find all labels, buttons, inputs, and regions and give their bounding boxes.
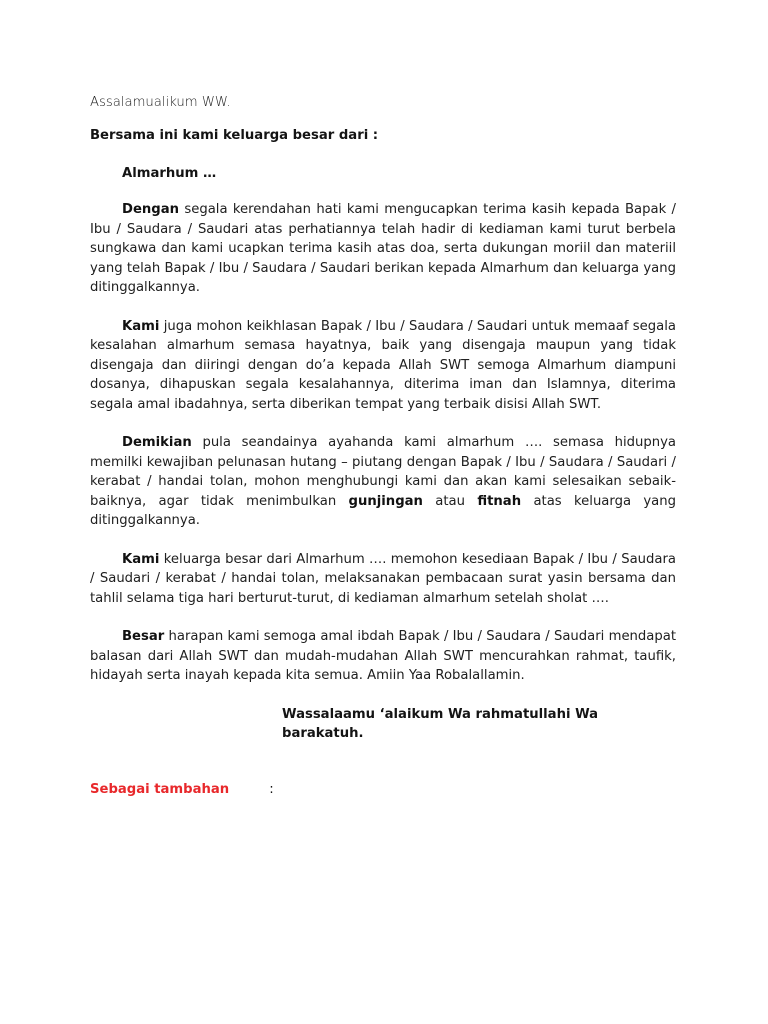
paragraph-lead: Besar [122,629,165,644]
paragraph-text: keluarga besar dari Almarhum …. memohon kesediaan Bapak / Ibu / Saudara / Saudari / kerabat / handai tolan, melaksanakan pembacaan surat yasin bersama dan tahlil selama tiga hari berturut-turut, di kediaman almarhum setelah sholat …. [90,551,676,606]
closing-salutation: Wassalaamu ‘alaikum Wa rahmatullahi Wa barakatuh. [282,706,599,741]
paragraph-text: pula seandainya ayahanda kami almarhum …. semasa hidupnya memilki kewajiban pelunasan hutang – piutang dengan Bapak / Ibu / Saudara / Saudari / kerabat / handai tolan, mohon menghubungi kami dan akan kami selesaikan sebaik-baiknya, agar tidak menimbulkan [90,435,676,509]
paragraph-text: juga mohon keikhlasan Bapak / Ibu / Saudara / Saudari untuk memaaf segala kesalahan almarhum semasa hayatnya, baik yang disengaja maupun yang tidak disengaja dan diiringi dengan do’a kepada Allah SWT semoga Almarhum diampuni dosanya, dihapuskan segala kesalahannya, diterima iman dan Islamnya, diterima segala amal ibadahnya, serta diberikan tempat yang terbaik disisi Allah SWT. [90,318,676,412]
paragraph-lead: Demikian [122,435,192,450]
paragraph-lead: Kami [122,551,160,567]
addendum-line [90,780,676,800]
paragraph-text: segala kerendahan hati kami mengucapkan terima kasih kepada Bapak / Ibu / Saudara / Saudari atas perhatiannya telah hadir di kediaman kami turut berbela sungkawa dan kami ucapkan terima kasih atas doa, serta dukungan moriil dan materiil yang telah Bapak / Ibu / Saudara / Saudari berikan kepada Almarhum dan keluarga yang ditinggalkannya. [90,202,676,295]
heading: Bersama ini kami keluarga besar dari : [90,128,379,143]
deceased-name: Almarhum … [122,166,217,181]
paragraph-forgiveness [90,317,676,415]
paragraph-lead: Dengan [122,202,180,217]
emphasis-fitnah: fitnah [477,493,522,509]
emphasis-gunjingan: gunjingan [348,493,423,509]
addendum-colon: : [269,781,274,797]
paragraph-text: atas keluarga yang ditinggalkannya. [90,493,676,528]
paragraph-yasin [90,550,676,609]
paragraph-text: harapan kami semoga amal ibdah Bapak / Ibu / Saudara / Saudari mendapat balasan dari Allah SWT dan mudah-mudahan Allah SWT mencurahkan rahmat, taufik, hidayah serta inayah kepada kita semua. Amiin Yaa Robalallamin. [90,629,676,683]
paragraph-text: atau [422,493,478,509]
addendum-label: Sebagai tambahan [90,781,230,797]
paragraph-debts [90,433,676,531]
letter-body [90,93,676,813]
paragraph-thanks [90,200,676,298]
greeting: Assalamualikum WW. [90,95,231,110]
paragraph-lead: Kami [122,318,160,334]
paragraph-hope [90,627,676,686]
